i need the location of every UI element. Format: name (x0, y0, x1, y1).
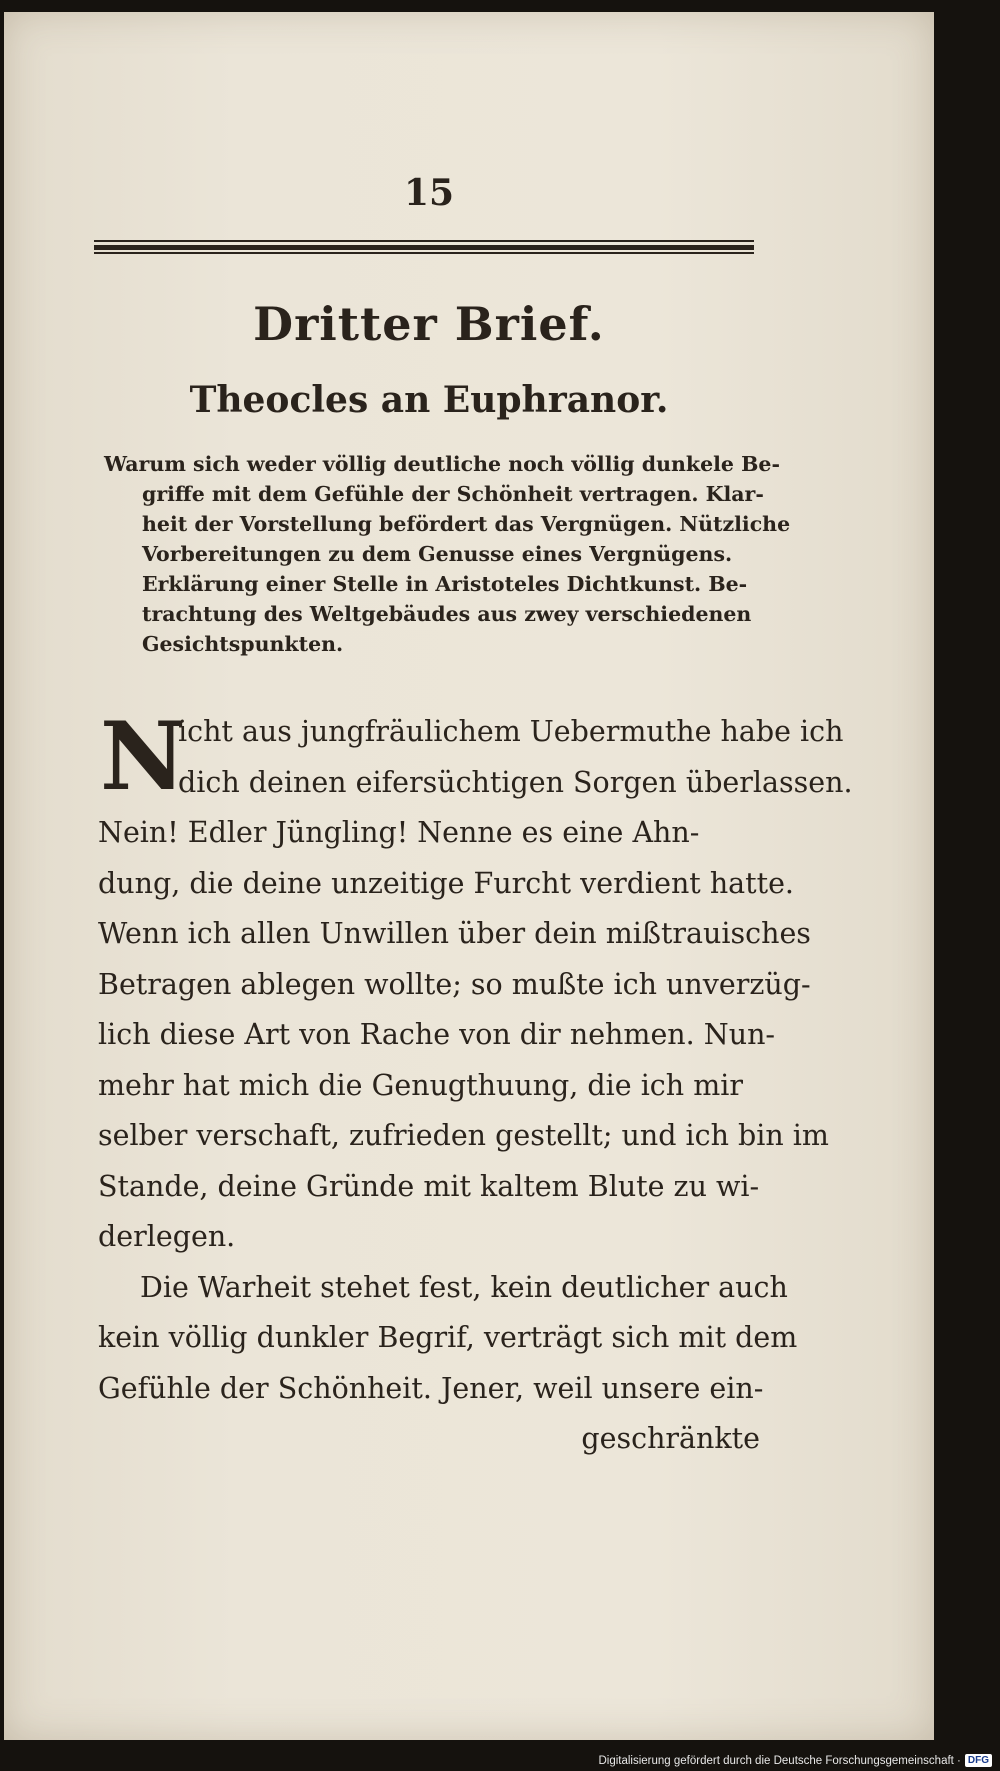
summary-line: heit der Vorstellung befördert das Vergnügen. Nützliche (142, 512, 791, 536)
body-line: derlegen. (98, 1220, 236, 1253)
summary-line: Warum sich weder völlig deutliche noch völlig dunkele Be- (104, 452, 780, 476)
body-line: Stande, deine Gründe mit kaltem Blute zu wi- (98, 1169, 760, 1203)
summary-line: Erklärung einer Stelle in Aristoteles Dichtkunst. Be- (142, 572, 748, 596)
page-number: 15 (403, 172, 455, 214)
catchword: geschränkte (581, 1422, 760, 1455)
body-line: Wenn ich allen Unwillen über dein mißtrauisches (98, 917, 811, 950)
body-line: Gefühle der Schönheit. Jener, weil unsere ein- (98, 1371, 764, 1405)
body-line: Die Warheit stehet fest, kein deutlicher auch (140, 1270, 788, 1304)
body-line: icht aus jungfräulichem Uebermuthe habe ich (178, 715, 844, 748)
letter-body (98, 702, 853, 1465)
book-page (4, 12, 934, 1740)
body-line: Betragen ablegen wollte; so mußte ich unverzüg- (98, 967, 811, 1001)
body-line: kein völlig dunkler Begrif, verträgt sich mit dem (98, 1321, 798, 1354)
letter-summary (104, 449, 791, 659)
summary-line: Gesichtspunkten. (142, 632, 344, 656)
dfg-logo-icon: DFG (965, 1754, 992, 1767)
summary-line: griffe mit dem Gefühle der Schönheit vertragen. Klar- (142, 482, 764, 506)
body-line: dich deinen eifersüchtigen Sorgen überlassen. (178, 765, 853, 799)
body-line: selber verschaft, zufrieden gestellt; und ich bin im (98, 1119, 829, 1152)
body-line: dung, die deine unzeitige Furcht verdient hatte. (98, 866, 794, 900)
letter-title: Dritter Brief. (253, 297, 605, 351)
body-line: lich diese Art von Rache von dir nehmen. Nun- (98, 1018, 776, 1051)
digitization-footer (598, 1754, 992, 1767)
drop-cap: N (100, 702, 186, 812)
body-line: Nein! Edler Jüngling! Nenne es eine Ahn- (98, 816, 700, 849)
footer-text: Digitalisierung gefördert durch die Deutsche Forschungsgemeinschaft · (598, 1754, 961, 1767)
summary-line: trachtung des Weltgebäudes aus zwey verschiedenen (142, 602, 752, 626)
summary-line: Vorbereitungen zu dem Genusse eines Vergnügens. (142, 542, 733, 566)
body-line: mehr hat mich die Genugthuung, die ich mir (98, 1068, 743, 1102)
letter-subtitle: Theocles an Euphranor. (189, 379, 669, 421)
header-rule (94, 238, 754, 256)
